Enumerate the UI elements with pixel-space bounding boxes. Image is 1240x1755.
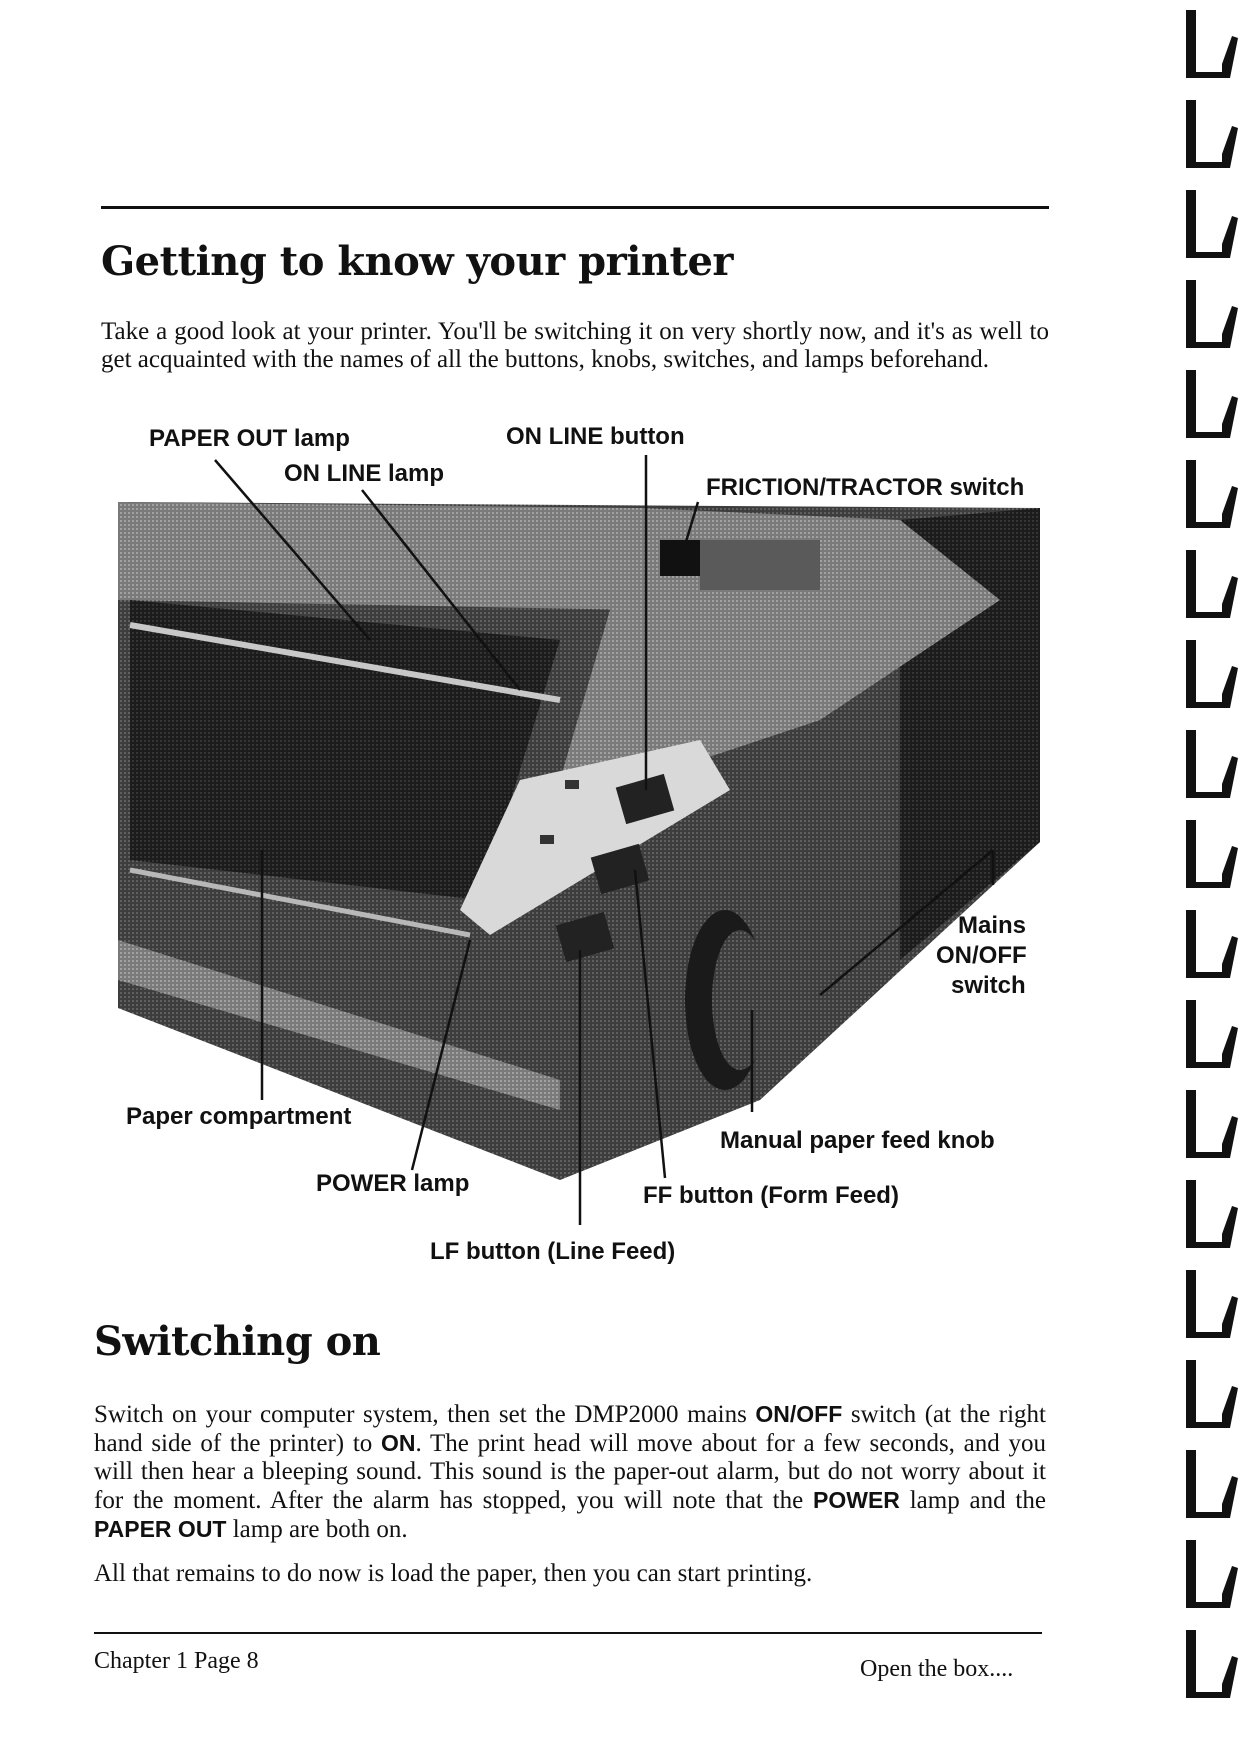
binding-coil [1186,460,1238,528]
binding-coil [1186,1360,1238,1428]
binding-coil [1186,910,1238,978]
label-mains-line3: switch [951,972,1026,999]
binding-coils [1186,10,1238,1698]
label-on-line-lamp: ON LINE lamp [284,460,445,487]
intro-paragraph: Take a good look at your printer. You'll be switching it on very shortly now, and it's as well to get acquainted with the names of all the buttons, knobs, switches, and lamps beforehand. [101,318,1049,373]
section-heading-getting-to-know: Getting to know your printer [101,238,733,285]
para1-bold-paper-out: PAPER OUT [94,1516,227,1542]
binding-coil [1186,1630,1238,1698]
binding-coil [1186,280,1238,348]
binding-coil [1186,550,1238,618]
para1-bold-power: POWER [813,1487,900,1513]
binding-coil [1186,100,1238,168]
binding-coil [1186,820,1238,888]
closing-paragraph: All that remains to do now is load the paper, then you can start printing. [94,1560,813,1587]
binding-coil [1186,1180,1238,1248]
binding-coil [1186,730,1238,798]
footer-page-number: Chapter 1 Page 8 [94,1648,259,1674]
para1-text-4: lamp and the [899,1487,1046,1514]
para1-text-2: switch (at the right hand side of the printer) to [94,1401,1046,1457]
binding-coil [1186,10,1238,78]
binding-coil [1186,1270,1238,1338]
label-power-lamp: POWER lamp [316,1170,470,1197]
binding-coil [1186,1000,1238,1068]
label-paper-out-lamp: PAPER OUT lamp [149,425,350,452]
label-lf-button: LF button (Line Feed) [430,1238,676,1265]
footer-running-title: Open the box.... [860,1656,1014,1682]
binding-coil [1186,190,1238,258]
label-on-line-button: ON LINE button [506,423,685,450]
label-paper-compartment: Paper compartment [126,1103,352,1130]
para1-text-1: Switch on your computer system, then set the DMP2000 mains [94,1401,756,1428]
label-friction-tractor-switch: FRICTION/TRACTOR switch [706,474,1025,501]
para1-text-5: lamp are both on. [226,1516,408,1543]
binding-coil [1186,1540,1238,1608]
binding-coil [1186,1450,1238,1518]
binding-coil [1186,640,1238,708]
para1-text-3: . The print head will move about for a few seconds, and you will then hear a bleeping sound. This sound is the paper-out alarm, but do not worry about it for the moment. After the alarm has stopped, you will note that the [94,1430,1046,1514]
para1-bold-on-off: ON/OFF [755,1401,843,1427]
label-ff-button: FF button (Form Feed) [643,1182,899,1209]
binding-coil [1186,1090,1238,1158]
label-manual-paper-feed-knob: Manual paper feed knob [720,1127,995,1154]
label-mains-line2: ON/OFF [936,942,1027,969]
binding-coil [1186,370,1238,438]
para1-bold-on: ON [381,1430,416,1456]
label-mains-line1: Mains [958,912,1027,939]
section-heading-switching-on: Switching on [94,1318,381,1365]
